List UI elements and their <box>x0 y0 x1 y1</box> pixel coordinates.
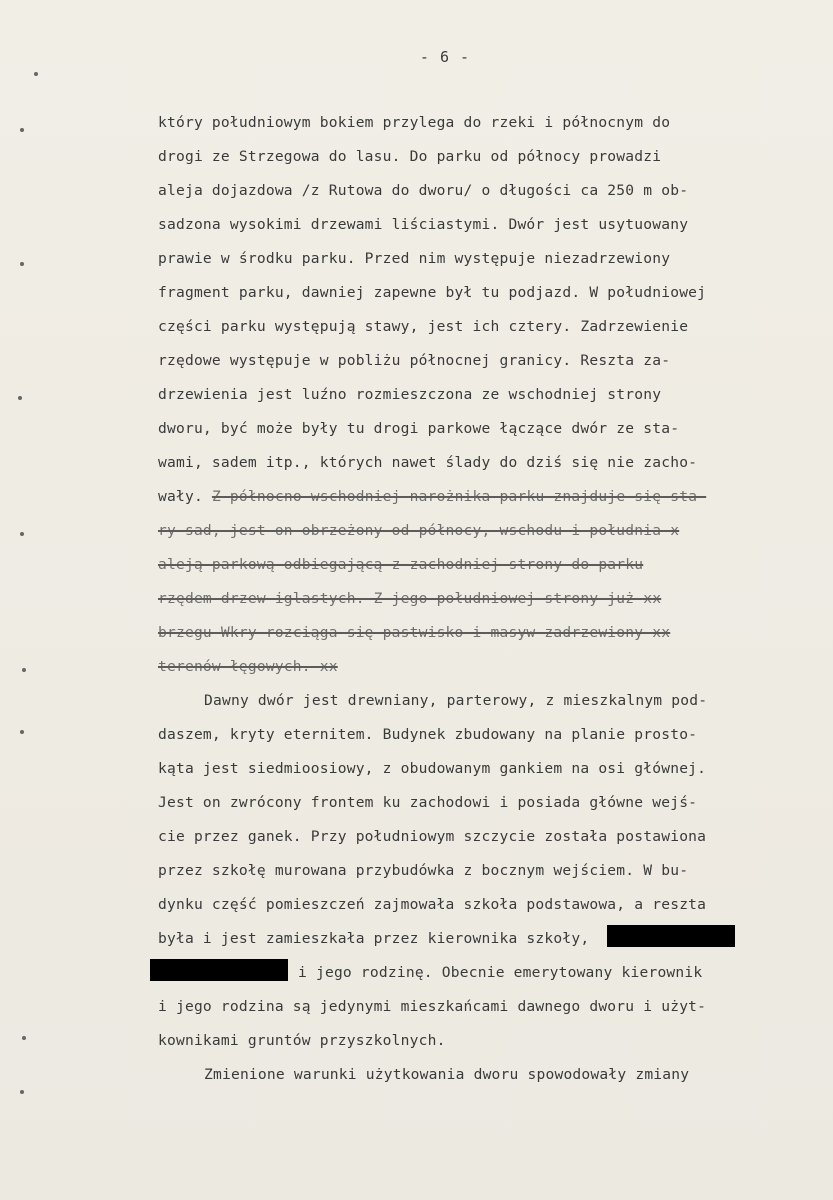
text-line: daszem, kryty eternitem. Budynek zbudowany na planie prosto- <box>158 726 698 743</box>
text-line: sadzona wysokimi drzewami liściastymi. Dwór jest usytuowany <box>158 216 689 233</box>
struck-line: aleją parkową odbiegającą z zachodniej strony do parku <box>158 556 644 573</box>
struck-line: brzegu Wkry rozciąga się pastwisko i masyw zadrzewiony xx <box>158 624 671 641</box>
text-line: i jego rodzina są jedynymi mieszkańcami dawnego dworu i użyt- <box>158 998 707 1015</box>
text-line: fragment parku, dawniej zapewne był tu podjazd. W południowej <box>158 284 707 301</box>
margin-mark <box>20 730 24 734</box>
text-line: Jest on zwrócony frontem ku zachodowi i posiada główne wejś- <box>158 794 698 811</box>
text-line: kąta jest siedmioosiowy, z obudowanym gankiem na osi głównej. <box>158 760 707 777</box>
text-line: drzewienia jest luźno rozmieszczona ze wschodniej strony <box>158 386 662 403</box>
margin-mark <box>18 396 22 400</box>
text-line: prawie w środku parku. Przed nim występuje niezadrzewiony <box>158 250 671 267</box>
margin-mark <box>20 532 24 536</box>
text-line-redacted <box>158 922 798 956</box>
struck-line: ry sad, jest on obrzeżony od północy, wschodu i południa x <box>158 522 680 539</box>
margin-mark <box>20 128 24 132</box>
text-line: części parku występują stawy, jest ich cztery. Zadrzewienie <box>158 318 689 335</box>
margin-mark <box>20 1090 24 1094</box>
text-line-mixed <box>158 480 798 514</box>
text-line-redacted <box>158 956 798 990</box>
page-number: - 6 - <box>419 48 471 66</box>
text-line: dworu, być może były tu drogi parkowe łączące dwór ze sta- <box>158 420 680 437</box>
paragraph-first-line: Dawny dwór jest drewniany, parterowy, z mieszkalnym pod- <box>204 692 708 709</box>
text-line: aleja dojazdowa /z Rutowa do dworu/ o długości ca 250 m ob- <box>158 182 689 199</box>
text-line: przez szkołę murowana przybudówka z bocznym wejściem. W bu- <box>158 862 689 879</box>
text-line: kownikami gruntów przyszkolnych. <box>158 1032 446 1049</box>
paragraph-first-line: Zmienione warunki użytkowania dworu spowodowały zmiany <box>204 1066 690 1083</box>
text-fragment: była i jest zamieszkała przez kierownika szkoły, <box>158 930 590 947</box>
text-line: cie przez ganek. Przy południowym szczycie została postawiona <box>158 828 707 845</box>
struck-line: rzędem drzew iglastych. Z jego południowej strony już xx <box>158 590 662 607</box>
margin-mark <box>22 1036 26 1040</box>
text-line: rzędowe występuje w pobliżu północnej granicy. Reszta za- <box>158 352 671 369</box>
redaction-block <box>150 959 288 981</box>
text-line: wami, sadem itp., których nawet ślady do dziś się nie zacho- <box>158 454 698 471</box>
redaction-block <box>607 925 735 947</box>
margin-mark <box>22 668 26 672</box>
struck-text: Z północno-wschodniej narożnika parku znajduje się sta- <box>211 488 707 505</box>
text-line: dynku część pomieszczeń zajmowała szkoła podstawowa, a reszta <box>158 896 707 913</box>
last-line-start: wały. <box>158 488 203 505</box>
struck-line: terenów łęgowych. xx <box>158 658 338 675</box>
margin-mark <box>20 262 24 266</box>
body-text <box>158 106 798 1092</box>
text-line: drogi ze Strzegowa do lasu. Do parku od północy prowadzi <box>158 148 662 165</box>
text-line: który południowym bokiem przylega do rzeki i północnym do <box>158 114 671 131</box>
margin-mark <box>34 72 38 76</box>
text-fragment: i jego rodzinę. Obecnie emerytowany kierownik <box>298 964 703 981</box>
